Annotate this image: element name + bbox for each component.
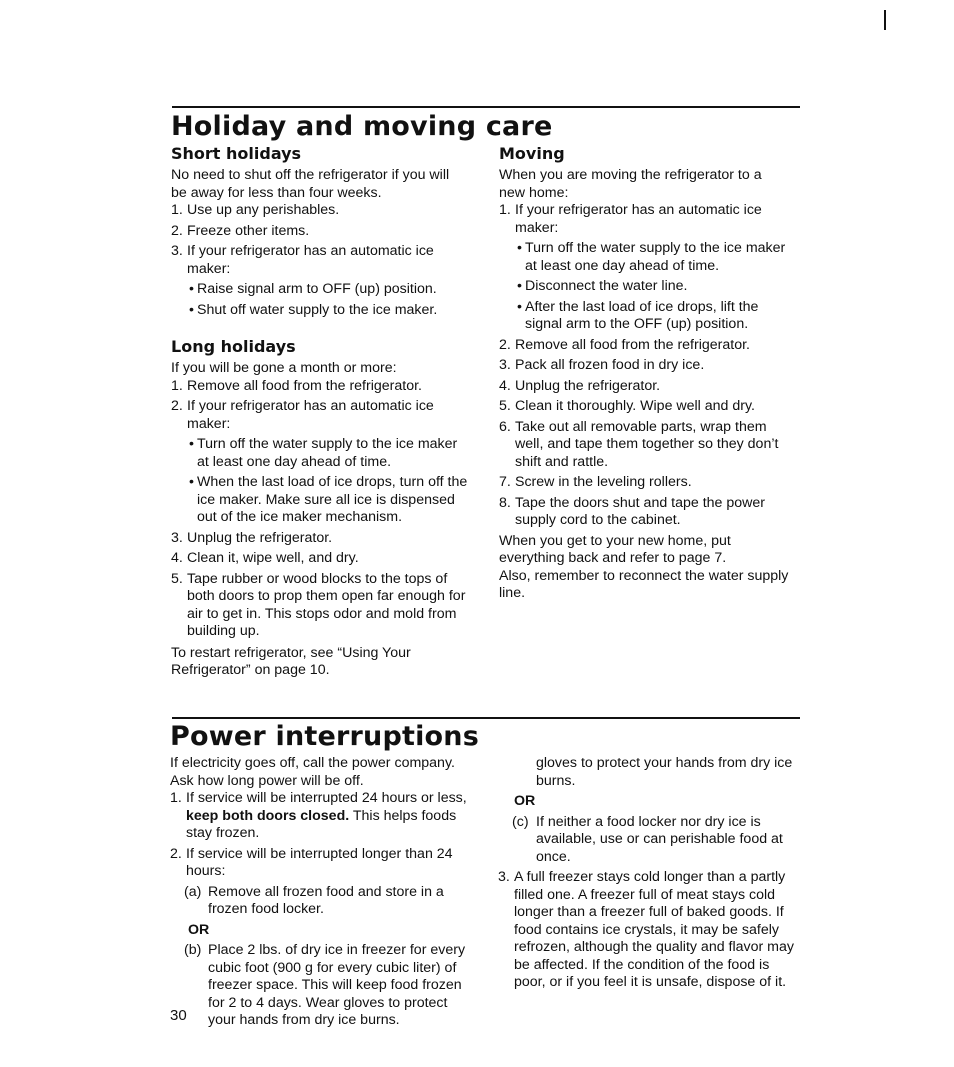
moving-outro: When you get to your new home, put everything back and refer to page 7. [499,532,731,566]
heading-moving: Moving [499,144,565,163]
power-right-column [498,755,798,995]
bullet-item: • After the last load of ice drops, lift the signal arm to the OFF (up) position. [517,298,759,332]
heading-short-holidays: Short holidays [171,144,302,163]
section-title-power: Power interruptions [170,721,479,752]
list-item: 2. If your refrigerator has an automatic ice maker: [171,398,434,432]
list-item: 3. Unplug the refrigerator. [171,529,333,546]
page-number: 30 [170,1007,187,1024]
restart-note: To restart refrigerator, see “Using Your Refrigerator” on page 10. [171,644,411,678]
list-item: 4. Unplug the refrigerator. [499,377,661,394]
section-rule-holiday [172,106,800,108]
bullet-item: • Disconnect the water line. [517,278,688,294]
bullet-item: • Turn off the water supply to the ice maker at least one day ahead of time. [517,240,786,274]
section-title-holiday: Holiday and moving care [171,111,553,142]
list-item: 1. Remove all food from the refrigerator. [171,377,422,394]
sub-item-c: (c) If neither a food locker nor dry ice is available, use or can perishable food at once. [512,813,783,865]
moving-outro-reconnect: Also, remember to reconnect the water supply line. [499,567,789,601]
list-item: 1. Use up any perishables. [171,202,340,218]
list-item: 1. If service will be interrupted 24 hours or less, keep both doors closed. This helps foods stay frozen. [170,790,467,841]
or-label: OR [514,793,536,809]
page-edge-mark [884,10,886,30]
moving-intro: When you are moving the refrigerator to a new home: [499,167,762,201]
list-item: 2. Remove all food from the refrigerator. [499,336,750,353]
bullet-item: • When the last load of ice drops, turn off the ice maker. Make sure all ice is dispensed out of the ice maker mechanism. [189,474,468,525]
bullet-item: • Shut off water supply to the ice maker. [189,301,438,318]
section-rule-power [172,717,800,719]
list-item: 4. Clean it, wipe well, and dry. [171,550,359,566]
sub-item-b-continued: gloves to protect your hands from dry ice burns. [536,755,793,789]
or-label: OR [188,921,210,938]
short-holidays-body [171,167,467,322]
list-item: 1. If your refrigerator has an automatic ice maker: [499,202,762,236]
heading-long-holidays: Long holidays [171,337,296,356]
list-item: 3. Pack all frozen food in dry ice. [499,357,705,373]
list-item: 3. If your refrigerator has an automatic ice maker: [171,243,434,277]
emphasis-text: keep both doors closed. [186,807,350,824]
moving-body [499,167,791,603]
list-item: 3. A full freezer stays cold longer than a partly filled one. A freezer full of meat stays cold longer than a freezer full of baked goods. If food contains ice crystals, it may be safely refrozen, although the quality and flavor may be affected. If the condition of the food is poor, or if you feel it is unsafe, dispose of it. [498,869,794,990]
bullet-item: • Turn off the water supply to the ice maker at least one day ahead of time. [189,436,458,470]
bullet-item: • Raise signal arm to OFF (up) position. [189,281,437,297]
list-item: 5. Tape rubber or wood blocks to the tops of both doors to prop them open far enough for air to get in. This stops odor and mold from building up. [171,570,466,639]
sub-item-a: (a) Remove all frozen food and store in a frozen food locker. [184,883,444,917]
short-holidays-intro: No need to shut off the refrigerator if you will be away for less than four weeks. [171,167,450,201]
list-item: 2. If service will be interrupted longer than 24 hours: [170,845,453,879]
sub-item-b: (b) Place 2 lbs. of dry ice in freezer for every cubic foot (900 g for every cubic liter) of freezer space. This will keep food frozen for 2 to 4 days. Wear gloves to protect your hands from dry ice burns. [184,942,466,1028]
list-item: 7. Screw in the leveling rollers. [499,474,692,490]
long-holidays-body [171,360,469,680]
list-item: 6. Take out all removable parts, wrap them well, and tape them together so they don’t shift and rattle. [499,418,779,470]
list-item: 2. Freeze other items. [171,222,310,239]
long-holidays-intro: If you will be gone a month or more: [171,360,397,376]
power-intro: If electricity goes off, call the power company. Ask how long power will be off. [170,755,455,789]
list-item: 8. Tape the doors shut and tape the power supply cord to the cabinet. [499,494,766,528]
list-item: 5. Clean it thoroughly. Wipe well and dry. [499,398,755,414]
